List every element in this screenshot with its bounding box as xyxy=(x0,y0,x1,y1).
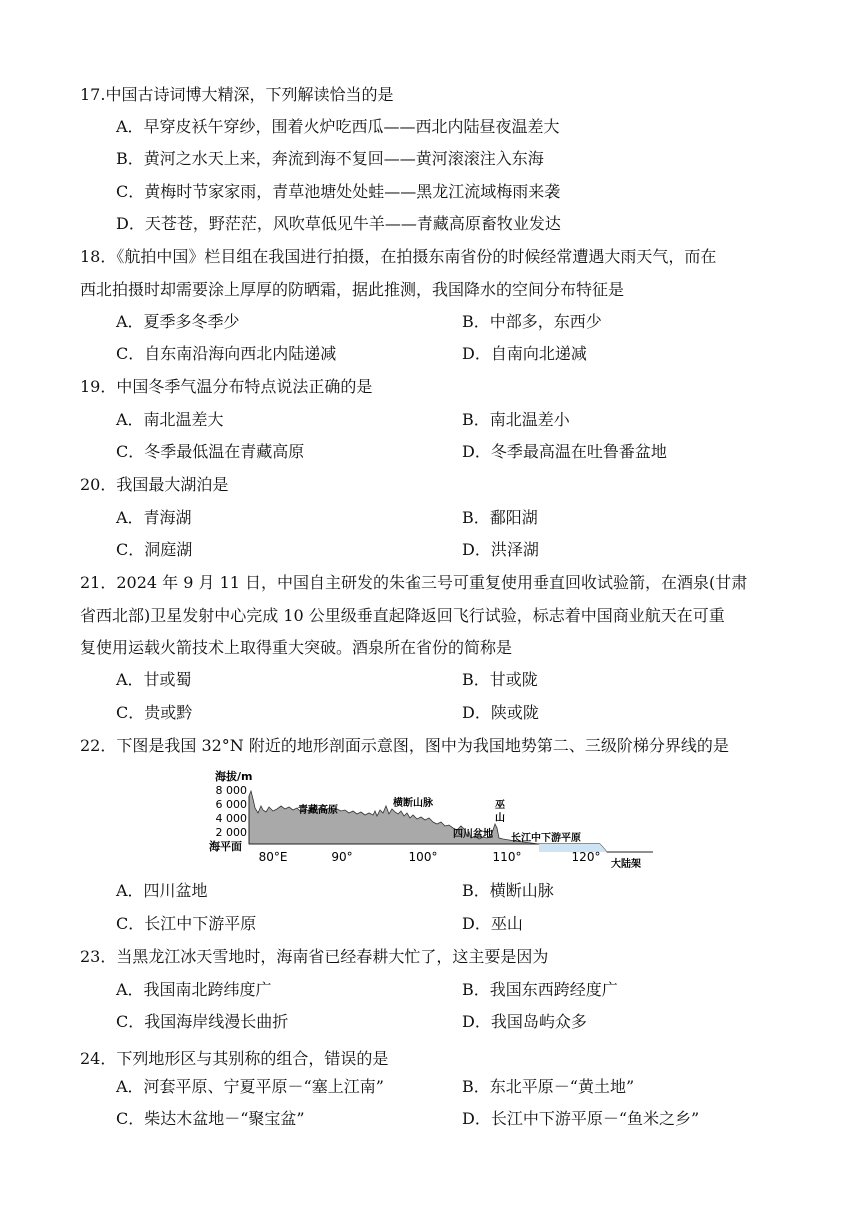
q19-option-b: B．南北温差小 xyxy=(462,410,570,429)
label-continental-shelf: 大陆架 xyxy=(611,859,641,870)
x-tick-90: 90° xyxy=(331,850,353,864)
x-tick-110: 110° xyxy=(492,850,522,864)
x-tick-120: 120° xyxy=(571,850,601,864)
sea-level-label: 海平面 xyxy=(209,840,242,853)
q18-option-d: D．自南向北递减 xyxy=(462,344,587,363)
label-qinghai-tibet-plateau: 青藏高原 xyxy=(298,805,338,816)
q17-option-b: B．黄河之水天上来，奔流到海不复回——黄河滚滚注入东海 xyxy=(116,149,544,168)
q23-option-b: B．我国东西跨经度广 xyxy=(462,980,618,999)
terrain-profile-figure xyxy=(205,766,655,874)
q24-stem: 24．下列地形区与其别称的组合，错误的是 xyxy=(80,1049,389,1068)
label-wushan-char1: 巫 xyxy=(495,800,505,811)
y-tick-4000: 4 000 xyxy=(215,812,247,825)
q17-option-d: D．天苍苍，野茫茫，风吹草低见牛羊——青藏高原畜牧业发达 xyxy=(116,214,561,233)
q21-option-c: C．贵或黔 xyxy=(116,703,193,722)
q20-option-a: A．青海湖 xyxy=(116,508,192,527)
y-axis-title: 海拔/m xyxy=(215,770,253,783)
q18-option-c: C．自东南沿海向西北内陆递减 xyxy=(116,344,337,363)
q22-option-b: B．横断山脉 xyxy=(462,881,554,900)
q18-stem-line2: 西北拍摄时却需要涂上厚厚的防晒霜，据此推测，我国降水的空间分布特征是 xyxy=(80,280,625,299)
q20-stem: 20．我国最大湖泊是 xyxy=(80,475,229,494)
q19-stem: 19．中国冬季气温分布特点说法正确的是 xyxy=(80,377,373,396)
q24-option-d: D．长江中下游平原－“鱼米之乡” xyxy=(462,1109,700,1128)
q20-option-b: B．鄱阳湖 xyxy=(462,508,538,527)
q23-stem: 23．当黑龙江冰天雪地时，海南省已经春耕大忙了，这主要是因为 xyxy=(80,947,549,966)
label-yangtze-plain: 长江中下游平原 xyxy=(511,833,581,844)
q24-option-b: B．东北平原－“黄土地” xyxy=(462,1077,635,1096)
q24-option-a: A．河套平原、宁夏平原－“塞上江南” xyxy=(116,1077,384,1096)
q18-stem-line1: 18．《航拍中国》栏目组在我国进行拍摄，在拍摄东南省份的时候经常遭遇大雨天气，而在 xyxy=(80,247,717,266)
q22-option-a: A．四川盆地 xyxy=(116,881,208,900)
q19-option-c: C．冬季最低温在青藏高原 xyxy=(116,442,305,461)
q17-stem: 17.中国古诗词博大精深，下列解读恰当的是 xyxy=(80,85,394,104)
q19-option-d: D．冬季最高温在吐鲁番盆地 xyxy=(462,442,667,461)
q24-option-c: C．柴达木盆地－“聚宝盆” xyxy=(116,1109,305,1128)
q21-option-b: B．甘或陇 xyxy=(462,670,538,689)
x-tick-80e: 80°E xyxy=(258,850,288,864)
y-tick-2000: 2 000 xyxy=(215,826,247,839)
q21-stem-line3: 复使用运载火箭技术上取得重大突破。酒泉所在省份的简称是 xyxy=(80,638,513,657)
q17-option-c: C．黄梅时节家家雨，青草池塘处处蛙——黑龙江流域梅雨来袭 xyxy=(116,182,561,201)
q23-option-a: A．我国南北跨纬度广 xyxy=(116,980,272,999)
q23-option-c: C．我国海岸线漫长曲折 xyxy=(116,1012,289,1031)
q19-option-a: A．南北温差大 xyxy=(116,410,224,429)
q21-stem-line2: 省西北部)卫星发射中心完成 10 公里级垂直起降返回飞行试验，标志着中国商业航天在可重 xyxy=(80,606,725,625)
x-tick-100: 100° xyxy=(408,850,438,864)
y-tick-6000: 6 000 xyxy=(215,798,247,811)
q22-option-d: D．巫山 xyxy=(462,914,523,933)
label-hengduan-mountains: 横断山脉 xyxy=(393,798,433,809)
q21-option-d: D．陕或陇 xyxy=(462,703,539,722)
q23-option-d: D．我国岛屿众多 xyxy=(462,1012,587,1031)
q22-option-c: C．长江中下游平原 xyxy=(116,914,257,933)
label-sichuan-basin: 四川盆地 xyxy=(453,829,493,840)
q21-stem-line1: 21．2024 年 9 月 11 日，中国自主研发的朱雀三号可重复使用垂直回收试验箭，在酒泉(甘肃 xyxy=(80,573,748,592)
q18-option-a: A．夏季多冬季少 xyxy=(116,312,240,331)
y-tick-8000: 8 000 xyxy=(215,784,247,797)
q17-option-a: A．早穿皮袄午穿纱，围着火炉吃西瓜——西北内陆昼夜温差大 xyxy=(116,117,560,136)
q18-option-b: B．中部多，东西少 xyxy=(462,312,602,331)
q20-option-c: C．洞庭湖 xyxy=(116,540,193,559)
q20-option-d: D．洪泽湖 xyxy=(462,540,539,559)
q22-stem: 22．下图是我国 32°N 附近的地形剖面示意图，图中为我国地势第二、三级阶梯分界线的是 xyxy=(80,736,729,755)
q21-option-a: A．甘或蜀 xyxy=(116,670,192,689)
label-wushan-char2: 山 xyxy=(495,813,505,824)
